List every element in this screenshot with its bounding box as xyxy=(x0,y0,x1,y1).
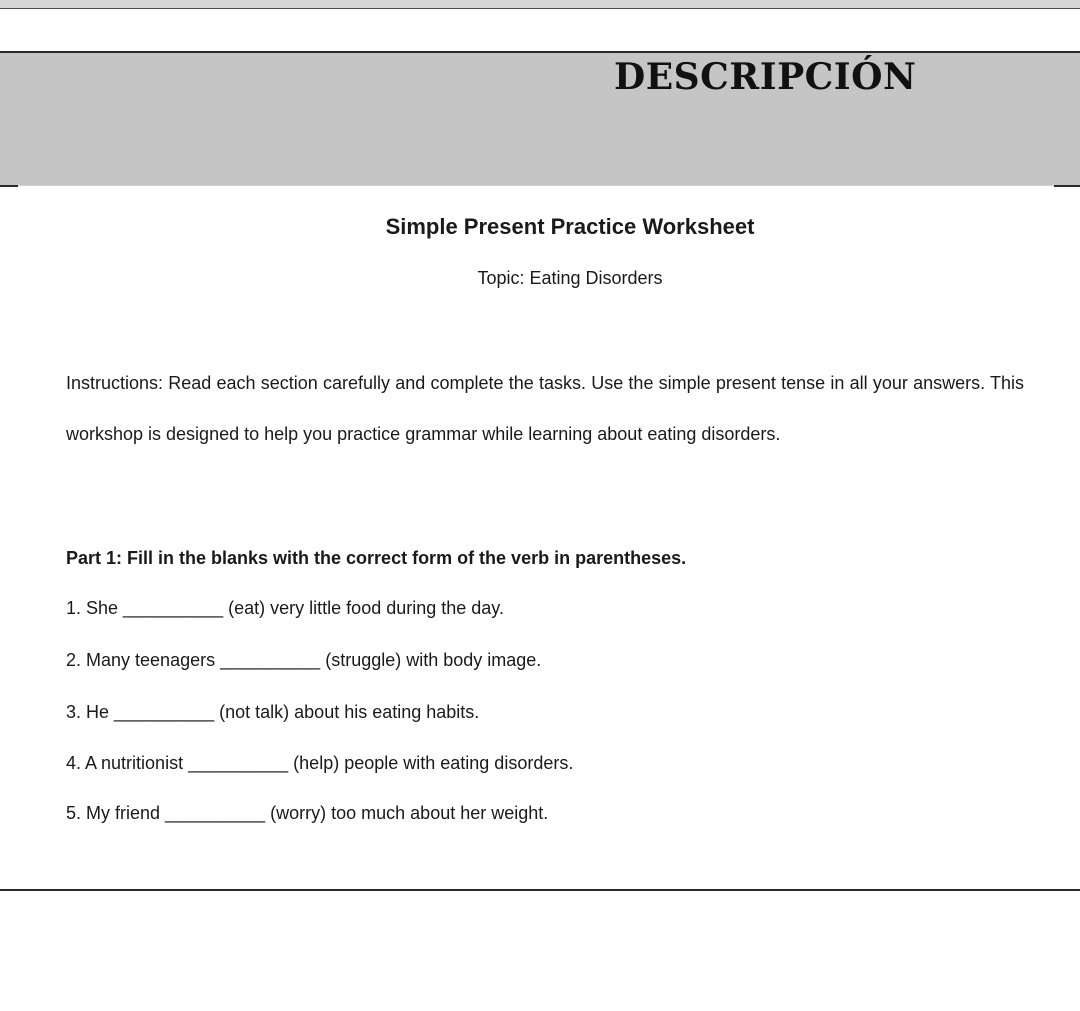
description-header xyxy=(0,53,1080,185)
header-divider-middle xyxy=(18,185,1054,186)
header-title: DESCRIPCIÓN xyxy=(614,56,917,98)
exercise-item-4: 4. A nutritionist __________ (help) people with eating disorders. xyxy=(66,753,574,773)
part-1-heading: Part 1: Fill in the blanks with the correct form of the verb in parentheses. xyxy=(66,548,687,568)
worksheet-topic: Topic: Eating Disorders xyxy=(477,268,663,288)
exercise-item-2: 2. Many teenagers __________ (struggle) with body image. xyxy=(66,650,542,670)
bottom-divider xyxy=(0,889,1080,891)
header-divider-right xyxy=(1054,185,1080,187)
top-band xyxy=(0,0,1080,9)
exercise-item-5: 5. My friend __________ (worry) too much about her weight. xyxy=(66,803,549,823)
header-divider-left xyxy=(0,185,18,187)
exercise-item-1: 1. She __________ (eat) very little food during the day. xyxy=(66,598,504,618)
exercise-item-3: 3. He __________ (not talk) about his eating habits. xyxy=(66,702,480,722)
instructions-paragraph: Instructions: Read each section carefully and complete the tasks. Use the simple present tense in all your answers. This workshop is designed to help you practice grammar while learning about eating disorders. xyxy=(66,373,1024,444)
worksheet-title: Simple Present Practice Worksheet xyxy=(385,214,755,239)
